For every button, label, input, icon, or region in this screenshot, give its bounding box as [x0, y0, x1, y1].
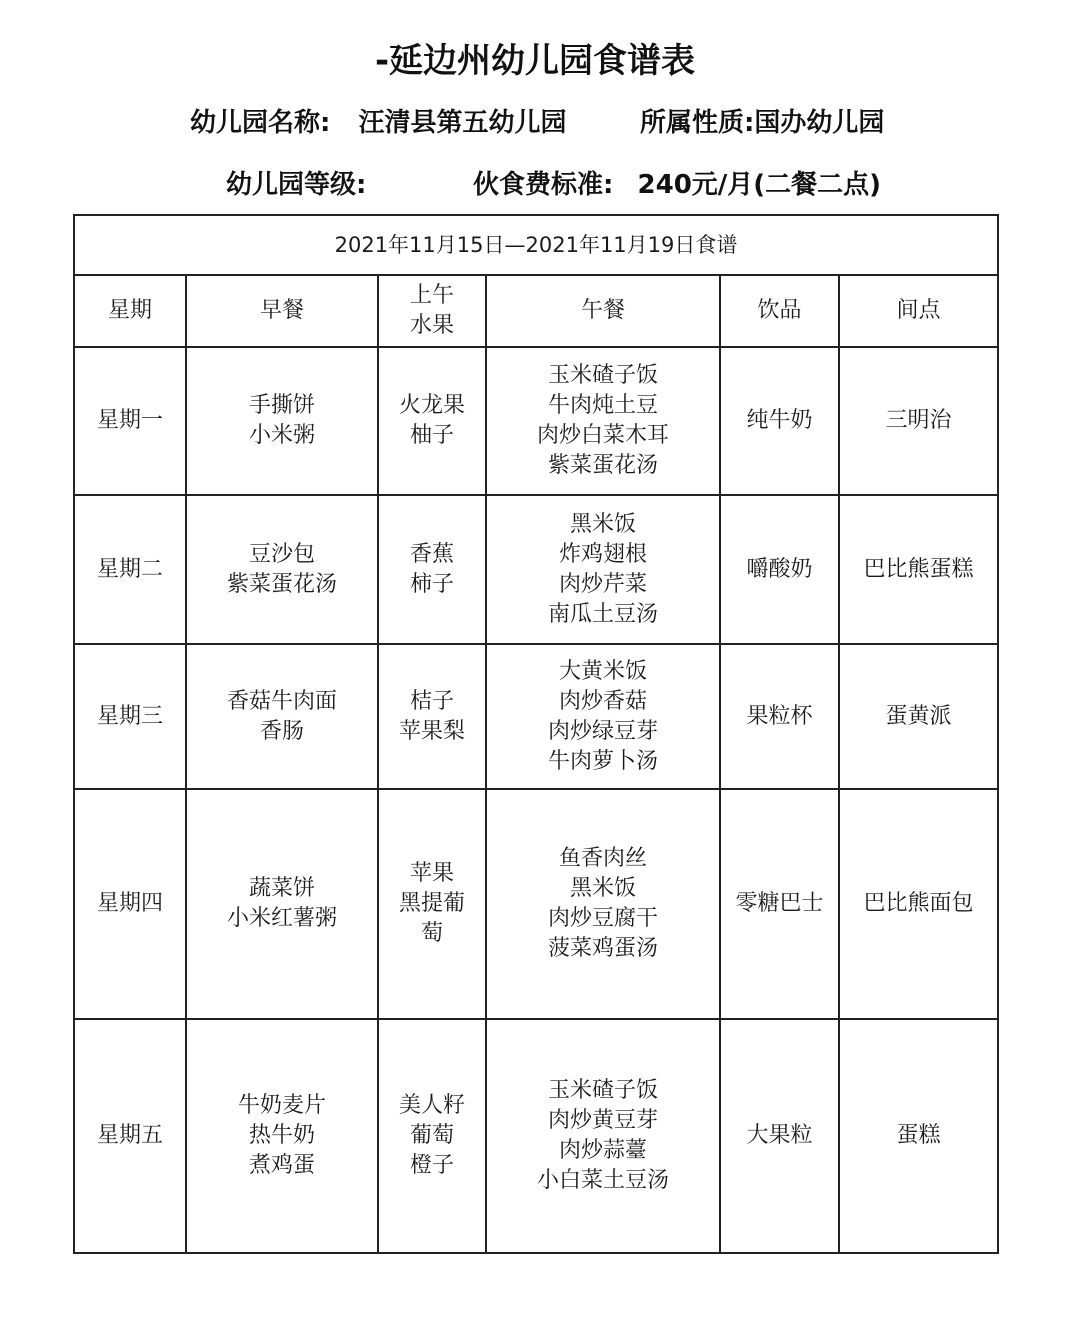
- table-row: [74, 789, 998, 1019]
- header-weekday: 星期: [74, 275, 186, 347]
- header-snack: 间点: [839, 275, 998, 347]
- nature-row: [640, 103, 884, 143]
- weekday-cell: 星期一: [74, 347, 186, 495]
- snack-cell: 三明治: [839, 347, 998, 495]
- drink-cell: 纯牛奶: [720, 347, 839, 495]
- nature-label: 所属性质:: [640, 108, 755, 138]
- header-breakfast: 早餐: [186, 275, 378, 347]
- lunch-cell: 黑米饭 炸鸡翅根 肉炒芹菜 南瓜土豆汤: [486, 495, 720, 644]
- fruit-cell: 香蕉 柿子: [378, 495, 486, 644]
- lunch-cell: 大黄米饭 肉炒香菇 肉炒绿豆芽 牛肉萝卜汤: [486, 644, 720, 789]
- lunch-cell: 玉米碴子饭 肉炒黄豆芽 肉炒蒜薹 小白菜土豆汤: [486, 1019, 720, 1253]
- kindergarten-name-label: 幼儿园名称:: [190, 108, 331, 138]
- weekday-cell: 星期四: [74, 789, 186, 1019]
- date-range-row: [74, 215, 998, 275]
- breakfast-cell: 豆沙包 紫菜蛋花汤: [186, 495, 378, 644]
- breakfast-cell: 牛奶麦片 热牛奶 煮鸡蛋: [186, 1019, 378, 1253]
- fee-label: 伙食费标准:: [473, 170, 614, 200]
- date-range-cell: 2021年11月15日—2021年11月19日食谱: [74, 215, 998, 275]
- header-drink: 饮品: [720, 275, 839, 347]
- breakfast-cell: 香菇牛肉面 香肠: [186, 644, 378, 789]
- page-title: -延边州幼儿园食谱表: [374, 41, 696, 81]
- snack-cell: 巴比熊面包: [839, 789, 998, 1019]
- drink-cell: 果粒杯: [720, 644, 839, 789]
- fee-value: 240元/月(二餐二点): [637, 170, 882, 200]
- table-row: [74, 1019, 998, 1253]
- snack-cell: 巴比熊蛋糕: [839, 495, 998, 644]
- menu-table-wrap: [73, 214, 997, 1252]
- fruit-cell: 美人籽 葡萄 橙子: [378, 1019, 486, 1253]
- table-row: [74, 495, 998, 644]
- fruit-cell: 桔子 苹果梨: [378, 644, 486, 789]
- lunch-cell: 玉米碴子饭 牛肉炖土豆 肉炒白菜木耳 紫菜蛋花汤: [486, 347, 720, 495]
- fruit-cell: 苹果 黑提葡 萄: [378, 789, 486, 1019]
- breakfast-cell: 手撕饼 小米粥: [186, 347, 378, 495]
- weekday-cell: 星期五: [74, 1019, 186, 1253]
- header-row: [74, 275, 998, 347]
- drink-cell: 大果粒: [720, 1019, 839, 1253]
- fee-row: [473, 165, 881, 205]
- drink-cell: 零糖巴士: [720, 789, 839, 1019]
- nature-value: 国办幼儿园: [754, 108, 885, 138]
- breakfast-cell: 蔬菜饼 小米红薯粥: [186, 789, 378, 1019]
- drink-cell: 嚼酸奶: [720, 495, 839, 644]
- menu-table: [73, 214, 999, 1254]
- lunch-cell: 鱼香肉丝 黑米饭 肉炒豆腐干 菠菜鸡蛋汤: [486, 789, 720, 1019]
- kindergarten-name-row: [190, 103, 567, 143]
- header-fruit: 上午 水果: [378, 275, 486, 347]
- level-label: 幼儿园等级:: [226, 170, 367, 200]
- table-row: [74, 347, 998, 495]
- weekday-cell: 星期三: [74, 644, 186, 789]
- table-row: [74, 644, 998, 789]
- header-lunch: 午餐: [486, 275, 720, 347]
- kindergarten-name-value: 汪清县第五幼儿园: [358, 108, 567, 138]
- level-row: [226, 165, 366, 205]
- fruit-cell: 火龙果 柚子: [378, 347, 486, 495]
- snack-cell: 蛋黄派: [839, 644, 998, 789]
- weekday-cell: 星期二: [74, 495, 186, 644]
- snack-cell: 蛋糕: [839, 1019, 998, 1253]
